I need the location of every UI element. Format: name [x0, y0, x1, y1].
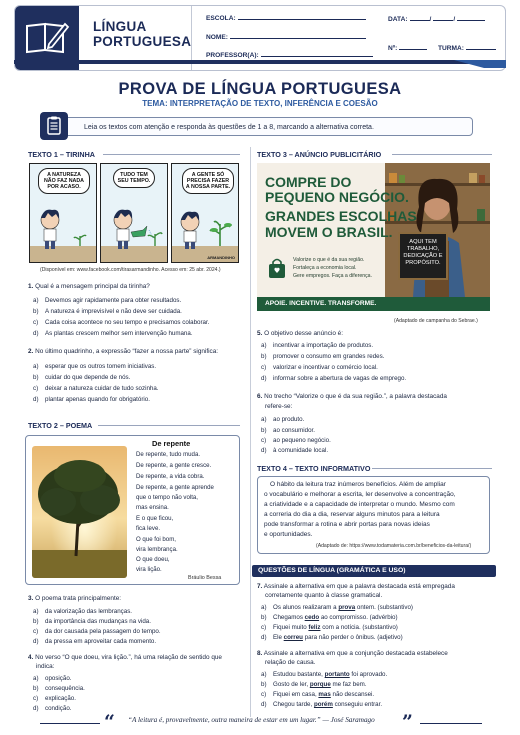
question-number: 8.: [257, 650, 263, 657]
open-quote-icon: “: [104, 711, 115, 733]
option-text: promover o consumo em grandes redes.: [273, 353, 385, 360]
instruction-text: Leia os textos com atenção e responda às questões de 1 a 8, marcando a alternativa correta.: [84, 124, 374, 131]
comic-strip: [29, 163, 239, 263]
texto3-source: (Adaptado de campanha do Sebrae.): [394, 318, 478, 324]
ad-line-2: Fortaleça a economia local.: [293, 265, 357, 271]
highlighted-word: prova: [338, 604, 356, 611]
heading-rule: [372, 468, 492, 469]
option-letter: d): [33, 396, 39, 403]
speech-bubble-2: TUDO TEM SEU TEMPO.: [113, 168, 155, 188]
q7-option-a[interactable]: [261, 604, 413, 612]
question-number: 5.: [257, 330, 263, 337]
option-letter: d): [261, 701, 267, 708]
q6-option-d[interactable]: [261, 447, 328, 455]
q6-option-c[interactable]: [261, 437, 331, 445]
poem-line: O que foi bom,: [136, 536, 176, 543]
q4-option-a[interactable]: [33, 675, 72, 683]
option-letter: c): [261, 364, 267, 371]
poem-line: E o que ficou,: [136, 515, 174, 522]
option-letter: c): [261, 437, 267, 444]
option-text: esperar que os outros tomem iniciativas.: [45, 363, 157, 370]
option-text: Gosto de ler,: [273, 681, 310, 688]
ad-headline-4: MOVEM O BRASIL.: [265, 224, 393, 240]
texto1-source: (Disponível em: www.facebook.com/tirasarmandinho. Acesso em: 25 abr. 2024.): [40, 267, 221, 273]
poem-line: que o tempo não volta,: [136, 494, 198, 501]
question-text: O objetivo desse anúncio é:: [264, 330, 343, 337]
q2-option-c[interactable]: [33, 385, 159, 393]
ad-headline-1: COMPRE DO: [265, 174, 352, 190]
q6-option-b[interactable]: [261, 427, 315, 435]
q1-option-a[interactable]: [33, 297, 181, 305]
option-letter: b): [261, 614, 267, 621]
question-7: [257, 583, 455, 591]
question-text: Qual é a mensagem principal da tirinha?: [35, 283, 150, 290]
question-text: Assinale a alternativa em que a conjunção destacada estabelece: [263, 650, 448, 657]
option-letter: c): [33, 385, 39, 392]
option-text: Chegou tarde,: [273, 701, 314, 708]
question-text: Assinale a alternativa em que a palavra destacada está empregada: [263, 583, 455, 590]
option-letter: b): [33, 685, 39, 692]
nome-field[interactable]: [206, 33, 366, 42]
highlighted-word: correu: [283, 634, 303, 641]
highlighted-word: cedo: [304, 614, 320, 621]
info-line: a criatividade e a capacidade de interpretar o mundo. Mesmo com: [264, 501, 455, 508]
page-subtitle: TEMA: INTERPRETAÇÃO DE TEXTO, INFERÊNCIA E COESÃO: [142, 99, 378, 108]
texto3-heading: TEXTO 3 – ANÚNCIO PUBLICITÁRIO: [257, 150, 382, 159]
question-6: [257, 393, 447, 401]
escola-label: ESCOLA:: [206, 15, 236, 22]
option-text: As plantas crescem melhor sem intervenção humana.: [45, 330, 193, 337]
poem-line: De repente, tudo muda.: [136, 451, 201, 458]
footer-rule-right: [420, 723, 482, 724]
option-letter: c): [33, 319, 39, 326]
heading-rule: [103, 154, 240, 155]
question-number: 3.: [28, 595, 34, 602]
option-letter: a): [261, 671, 267, 678]
clipboard-icon: [40, 112, 68, 140]
sign-line: AQUI TEM: [409, 239, 437, 245]
info-line: pode transformar a rotina e abrir portas para novas ideias: [264, 521, 430, 528]
date-sep: /: [453, 16, 456, 23]
info-line: o vocabulário e melhorar a escrita, ler desenvolve a concentração,: [264, 491, 456, 498]
q7-option-d[interactable]: [261, 634, 403, 642]
option-text: ontem. (substantivo): [355, 604, 413, 611]
close-quote-icon: ”: [402, 711, 413, 733]
escola-field[interactable]: [206, 14, 366, 23]
option-text: ao pequeno negócio.: [273, 437, 331, 444]
turma-field[interactable]: [438, 44, 496, 53]
professor-label: PROFESSOR(A):: [206, 52, 259, 59]
option-letter: a): [261, 416, 267, 423]
tree-image: [32, 446, 127, 578]
q5-option-c[interactable]: [261, 364, 378, 372]
subject-line-1: LÍNGUA: [93, 19, 147, 34]
texto2-heading: TEXTO 2 – POEMA: [28, 421, 93, 430]
option-text: ao compromisso. (advérbio): [319, 614, 398, 621]
option-letter: d): [261, 634, 267, 641]
poem-line: vira lição.: [136, 566, 162, 573]
option-letter: b): [33, 374, 39, 381]
option-text: da importância das mudanças na vida.: [45, 618, 151, 625]
q8-option-a[interactable]: [261, 671, 387, 679]
highlighted-word: mas: [318, 691, 331, 698]
option-letter: a): [33, 297, 39, 304]
header-stripe: [14, 60, 506, 68]
ad-headline-3: GRANDES ESCOLHAS: [265, 208, 417, 224]
footer-quote: “A leitura é, provavelmente, outra maneira de estar em um lugar.” — José Saramago: [128, 716, 375, 724]
sign-line: DEDICAÇÃO E: [403, 252, 443, 259]
q4-option-c[interactable]: [33, 695, 76, 703]
option-letter: d): [33, 330, 39, 337]
option-letter: b): [261, 353, 267, 360]
question-text: No último quadrinho, a expressão “fazer a nossa parte” significa:: [35, 348, 219, 355]
option-text: da valorização das lembranças.: [45, 608, 133, 615]
question-8: [257, 650, 448, 658]
option-letter: a): [33, 608, 39, 615]
question-number: 2.: [28, 348, 34, 355]
option-text: A natureza é imprevisível e não deve ser cuidada.: [45, 308, 182, 315]
option-text: cuidar do que depende de nós.: [45, 374, 131, 381]
option-letter: d): [33, 638, 39, 645]
option-text: ao consumidor.: [273, 427, 315, 434]
poem-line: O que doeu,: [136, 556, 170, 563]
option-text: não descansei.: [330, 691, 375, 698]
sign-line: TRABALHO,: [406, 245, 440, 252]
q1-option-d[interactable]: [33, 330, 193, 338]
ad-image: [257, 163, 490, 311]
q4-option-d[interactable]: [33, 705, 72, 713]
option-letter: d): [261, 447, 267, 454]
option-text: incentivar a importação de produtos.: [273, 342, 374, 349]
option-letter: b): [261, 681, 267, 688]
option-letter: c): [261, 691, 267, 698]
info-line: e oportunidades.: [264, 531, 313, 538]
comic-panel-1: [29, 163, 97, 263]
option-letter: a): [33, 675, 39, 682]
subject-title: [93, 20, 191, 49]
ad-chalk-sign: [398, 232, 448, 280]
option-letter: a): [33, 363, 39, 370]
texto4-source: (Adaptado de: https://www.todamateria.com.br/beneficios-da-leitura/): [316, 543, 472, 549]
option-letter: c): [33, 628, 39, 635]
option-text: plantar apenas quando for obrigatório.: [45, 396, 150, 403]
shopping-bag-icon: [267, 257, 287, 279]
option-text: Cada coisa acontece no seu tempo e precisamos colaborar.: [45, 319, 210, 326]
question-4: [28, 654, 222, 662]
option-letter: a): [261, 604, 267, 611]
option-text: da pressa em aproveitar cada momento.: [45, 638, 157, 645]
option-letter: c): [261, 624, 267, 631]
option-text: explicação.: [45, 695, 76, 702]
option-text: Chegamos: [273, 614, 305, 621]
question-7-cont: corretamente quanto à classe gramatical.: [265, 592, 383, 599]
poem-line: mas ensina.: [136, 504, 169, 511]
date-field[interactable]: [388, 15, 485, 24]
poem-title: De repente: [152, 439, 191, 448]
heading-rule: [392, 154, 492, 155]
option-letter: a): [261, 342, 267, 349]
q3-option-c[interactable]: [33, 628, 161, 636]
poem-line: De repente, a gente aprende: [136, 484, 214, 491]
question-3: [28, 595, 121, 603]
question-2: [28, 348, 218, 356]
option-text: da dor causada pela passagem do tempo.: [45, 628, 161, 635]
option-letter: b): [33, 618, 39, 625]
q8-option-d[interactable]: [261, 701, 382, 709]
option-letter: b): [33, 308, 39, 315]
option-text: oposição.: [45, 675, 72, 682]
option-text: para não perder o ônibus. (adjetivo): [302, 634, 403, 641]
numero-label: Nº:: [388, 45, 398, 52]
highlighted-word: portanto: [324, 671, 350, 678]
info-line: a correria do dia a dia, reservar alguns minutos para a leitura: [264, 511, 440, 518]
comic-panel-2: [100, 163, 168, 263]
subject-line-2: PORTUGUESA: [93, 33, 192, 49]
option-text: com a notícia. (substantivo): [320, 624, 398, 631]
question-number: 6.: [257, 393, 263, 400]
highlighted-word: feliz: [308, 624, 321, 631]
q4-option-b[interactable]: [33, 685, 85, 693]
footer-rule-left: [40, 723, 100, 724]
poem-author: Bráulio Bessa: [188, 575, 222, 581]
question-number: 7.: [257, 583, 263, 590]
option-letter: b): [261, 427, 267, 434]
question-number: 1.: [28, 283, 34, 290]
question-1: [28, 283, 150, 291]
q3-option-d[interactable]: [33, 638, 156, 646]
book-pencil-icon: [23, 18, 71, 58]
option-text: informar sobre a abertura de vagas de emprego.: [273, 375, 407, 382]
sign-line: PROPÓSITO.: [405, 259, 441, 266]
question-text: No verso “O que doeu, vira lição.”, há uma relação de sentido que: [35, 654, 222, 661]
ad-line-1: Valorize o que é da sua região.: [293, 257, 365, 263]
turma-label: TURMA:: [438, 45, 465, 52]
q7-option-c[interactable]: [261, 624, 398, 632]
q3-option-a[interactable]: [33, 608, 132, 616]
q2-option-b[interactable]: [33, 374, 130, 382]
info-line: O hábito da leitura traz inúmeros benefícios. Além de ampliar: [270, 481, 446, 488]
texto1-heading: TEXTO 1 – TIRINHA: [28, 150, 95, 159]
professor-field[interactable]: [206, 51, 373, 60]
ad-line-3: Gere empregos. Faça a diferença.: [293, 273, 373, 279]
option-text: Devemos agir rapidamente para obter resultados.: [45, 297, 182, 304]
poem-line: fica leve.: [136, 525, 161, 532]
option-text: me faz bem.: [330, 681, 367, 688]
poem-line: De repente, a gente cresce.: [136, 462, 212, 469]
option-text: Estudou bastante,: [273, 671, 325, 678]
date-sep: /: [429, 16, 432, 23]
option-letter: d): [261, 375, 267, 382]
q5-option-d[interactable]: [261, 375, 406, 383]
option-text: Os alunos realizaram a: [273, 604, 339, 611]
comic-signature: ARMANDINHO: [207, 255, 235, 260]
numero-field[interactable]: [388, 44, 427, 53]
question-text: O poema trata principalmente:: [35, 595, 122, 602]
option-text: consequência.: [45, 685, 85, 692]
comic-panel-3: [171, 163, 239, 263]
q5-option-b[interactable]: [261, 353, 384, 361]
question-text: No trecho “Valorize o que é da sua região.”, a palavra destacada: [264, 393, 447, 400]
option-text: Ele: [273, 634, 284, 641]
option-text: Fiquei em casa,: [273, 691, 319, 698]
ad-headline-2: PEQUENO NEGÓCIO.: [265, 189, 409, 205]
q1-option-b[interactable]: [33, 308, 182, 316]
speech-bubble-1: A NATUREZA NÃO FAZ NADA POR ACASO.: [38, 168, 90, 194]
texto4-heading: TEXTO 4 – TEXTO INFORMATIVO: [257, 464, 371, 473]
poem-line: vira lembrança.: [136, 546, 178, 553]
option-text: conseguiu entrar.: [332, 701, 383, 708]
option-text: Fiquei muito: [273, 624, 309, 631]
option-text: à comunidade local.: [273, 447, 329, 454]
question-4-cont: indica:: [36, 663, 55, 670]
q5-option-a[interactable]: [261, 342, 373, 350]
option-text: ao produto.: [273, 416, 305, 423]
q2-option-a[interactable]: [33, 363, 156, 371]
page-title: PROVA DE LÍNGUA PORTUGUESA: [118, 80, 402, 98]
q8-option-b[interactable]: [261, 681, 367, 689]
ad-slogan: APOIE. INCENTIVE. TRANSFORME.: [265, 299, 377, 307]
highlighted-word: porém: [313, 701, 333, 708]
question-8-cont: relação de causa.: [265, 659, 316, 666]
option-text: condição.: [45, 705, 72, 712]
poem-line: De repente, a vida cobra.: [136, 473, 205, 480]
heading-rule: [98, 425, 240, 426]
question-number: 4.: [28, 654, 34, 661]
grammar-heading: QUESTÕES DE LÍNGUA (GRAMÁTICA E USO): [252, 565, 496, 577]
q7-option-b[interactable]: [261, 614, 398, 622]
option-text: deixar a natureza cuidar de tudo sozinha.: [45, 385, 159, 392]
date-label: DATA:: [388, 16, 408, 23]
option-text: foi aprovado.: [349, 671, 388, 678]
option-text: valorizar e incentivar o comércio local.: [273, 364, 378, 371]
q2-option-d[interactable]: [33, 396, 150, 404]
option-letter: d): [33, 705, 39, 712]
column-divider: [250, 147, 251, 717]
question-6-cont: refere-se:: [265, 403, 293, 410]
speech-bubble-3: A GENTE SÓ PRECISA FAZER A NOSSA PARTE.: [182, 168, 234, 194]
q8-option-c[interactable]: [261, 691, 374, 699]
option-letter: c): [33, 695, 39, 702]
q3-option-b[interactable]: [33, 618, 151, 626]
question-5: [257, 330, 343, 338]
highlighted-word: porque: [309, 681, 331, 688]
nome-label: NOME:: [206, 34, 228, 41]
q1-option-c[interactable]: [33, 319, 209, 327]
q6-option-a[interactable]: [261, 416, 304, 424]
